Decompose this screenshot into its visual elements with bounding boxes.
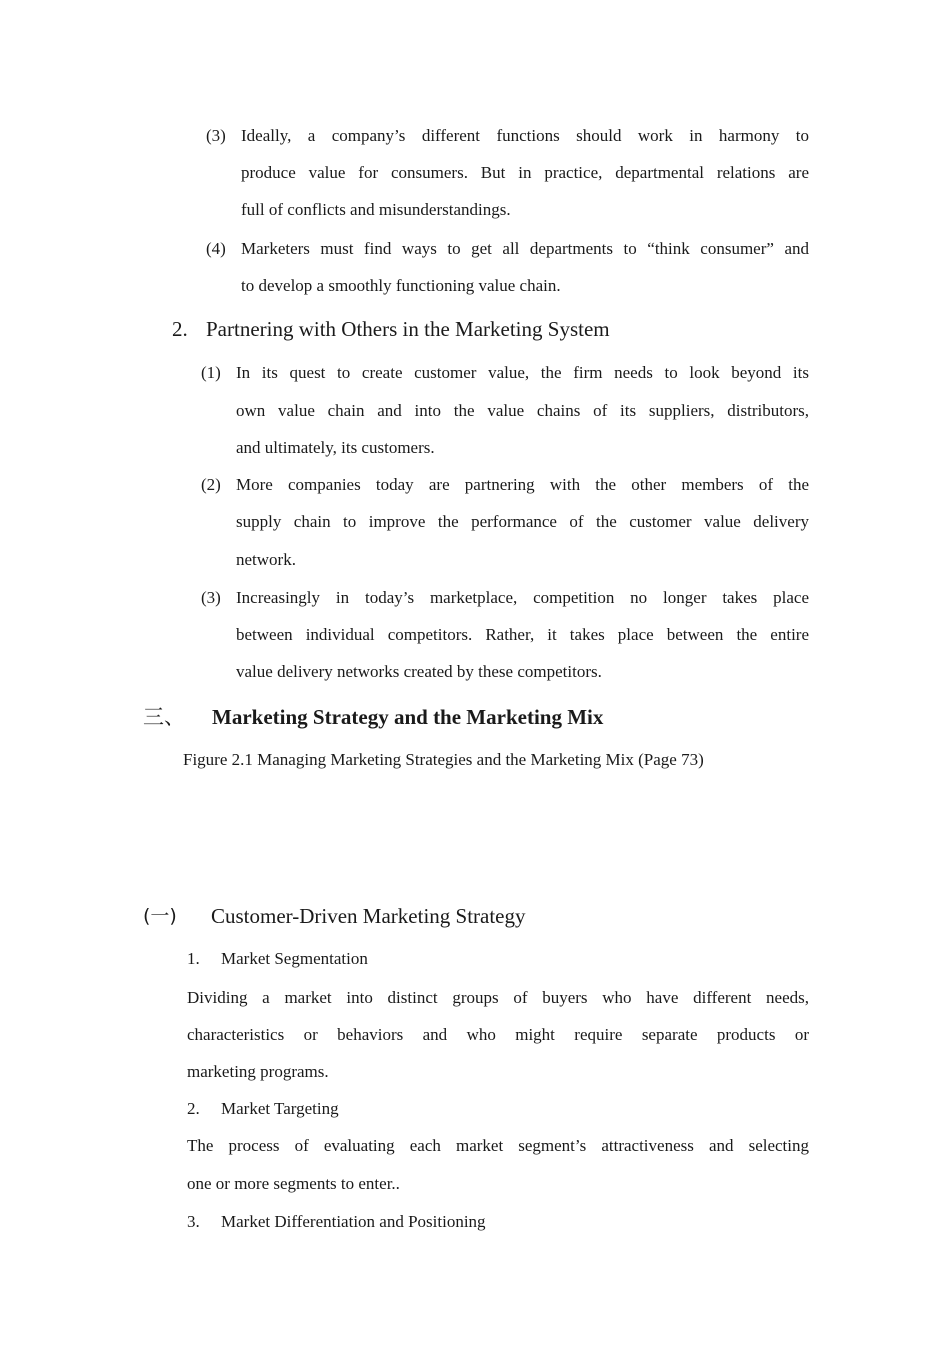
paragraph-line: Increasingly in today’s marketplace, competition no longer takes place — [236, 588, 809, 607]
item-number: 3. — [187, 1212, 200, 1231]
paragraph-line: full of conflicts and misunderstandings. — [241, 200, 511, 219]
chapter-heading: Marketing Strategy and the Marketing Mix — [212, 705, 604, 729]
paragraph-line: Marketers must find ways to get all departments to “think consumer” and — [241, 239, 809, 258]
paragraph-line: to develop a smoothly functioning value chain. — [241, 276, 561, 295]
paragraph-line: Ideally, a company’s different functions should work in harmony to — [241, 126, 809, 145]
subsection-number: (一) — [143, 905, 177, 927]
item-number: 1. — [187, 949, 200, 968]
item-number: (3) — [206, 126, 226, 145]
section-heading: Partnering with Others in the Marketing System — [206, 317, 610, 341]
paragraph-line: own value chain and into the value chains of its suppliers, distributors, — [236, 401, 809, 420]
item-number: (4) — [206, 239, 226, 258]
item-number: (3) — [201, 588, 221, 607]
item-number: (2) — [201, 475, 221, 494]
paragraph-line: produce value for consumers. But in practice, departmental relations are — [241, 163, 809, 182]
paragraph-line: The process of evaluating each market segment’s attractiveness and selecting — [187, 1136, 809, 1155]
paragraph-line: Dividing a market into distinct groups of buyers who have different needs, — [187, 988, 809, 1007]
paragraph-line: supply chain to improve the performance of the customer value delivery — [236, 512, 809, 531]
paragraph-line: characteristics or behaviors and who might require separate products or — [187, 1025, 809, 1044]
item-title: Market Segmentation — [221, 949, 368, 968]
item-title: Market Differentiation and Positioning — [221, 1212, 486, 1231]
chapter-number: 三、 — [143, 705, 185, 729]
figure-caption: Figure 2.1 Managing Marketing Strategies and the Marketing Mix (Page 73) — [183, 750, 704, 769]
paragraph-line: one or more segments to enter.. — [187, 1174, 400, 1193]
item-number: (1) — [201, 363, 221, 382]
paragraph-line: More companies today are partnering with the other members of the — [236, 475, 809, 494]
paragraph-line: between individual competitors. Rather, it takes place between the entire — [236, 625, 809, 644]
subsection-heading: Customer-Driven Marketing Strategy — [211, 904, 526, 928]
item-number: 2. — [187, 1099, 200, 1118]
paragraph-line: value delivery networks created by these competitors. — [236, 662, 602, 681]
paragraph-line: marketing programs. — [187, 1062, 329, 1081]
item-title: Market Targeting — [221, 1099, 339, 1118]
paragraph-line: In its quest to create customer value, the firm needs to look beyond its — [236, 363, 809, 382]
paragraph-line: network. — [236, 550, 296, 569]
section-number: 2. — [172, 317, 188, 341]
paragraph-line: and ultimately, its customers. — [236, 438, 435, 457]
